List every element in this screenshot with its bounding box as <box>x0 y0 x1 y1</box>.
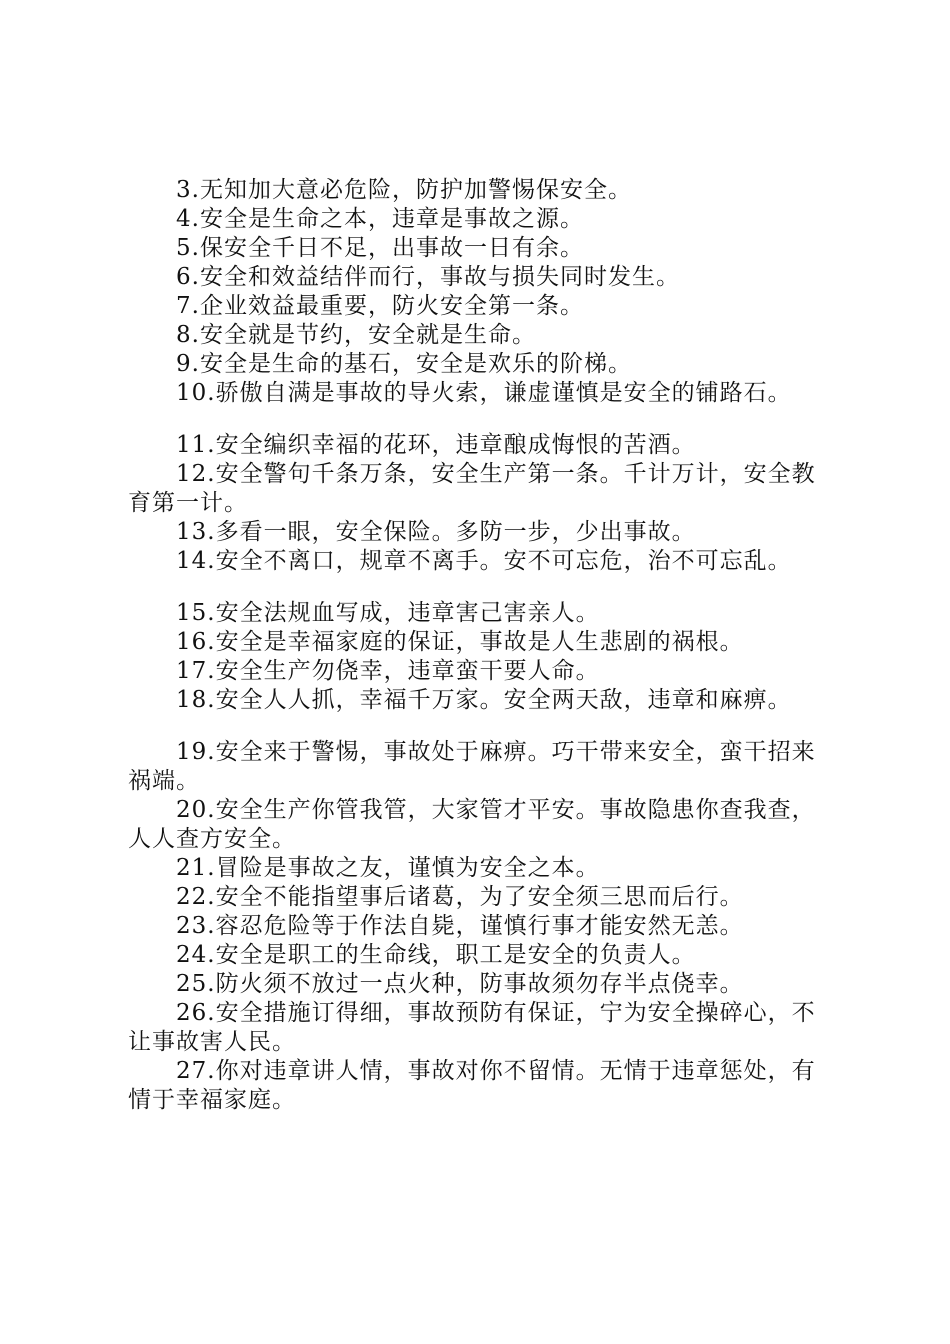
list-item: 23.容忍危险等于作法自毙，谨慎行事才能安然无恙。 <box>176 913 744 939</box>
list-item: 7.企业效益最重要，防火安全第一条。 <box>176 293 584 319</box>
paragraph-gap <box>128 576 833 599</box>
list-item: 18.安全人人抓，幸福千万家。安全两天敌，违章和麻痹。 <box>176 687 792 713</box>
list-item: 20.安全生产你管我管，大家管才平安。事故隐患你查我查，人人查方安全。 <box>128 797 816 852</box>
paragraph-gap <box>128 408 833 431</box>
list-item: 26.安全措施订得细，事故预防有保证，宁为安全操碎心，不让事故害人民。 <box>128 1000 816 1055</box>
list-item: 22.安全不能指望事后诸葛，为了安全须三思而后行。 <box>176 884 744 910</box>
paragraph-gap <box>128 715 833 738</box>
list-item: 5.保安全千日不足，出事故一日有余。 <box>176 235 584 261</box>
list-item: 6.安全和效益结伴而行，事故与损失同时发生。 <box>176 264 680 290</box>
document-body <box>128 176 833 1115</box>
list-item: 9.安全是生命的基石，安全是欢乐的阶梯。 <box>176 351 632 377</box>
list-item: 11.安全编织幸福的花环，违章酿成悔恨的苦酒。 <box>176 432 696 458</box>
list-item: 8.安全就是节约，安全就是生命。 <box>176 322 536 348</box>
list-item: 17.安全生产勿侥幸，违章蛮干要人命。 <box>176 658 600 684</box>
list-item: 27.你对违章讲人情，事故对你不留情。无情于违章惩处，有情于幸福家庭。 <box>128 1058 816 1113</box>
list-item: 10.骄傲自满是事故的导火索，谦虚谨慎是安全的铺路石。 <box>176 380 792 406</box>
list-item: 14.安全不离口，规章不离手。安不可忘危，治不可忘乱。 <box>176 548 792 574</box>
list-item: 3.无知加大意必危险，防护加警惕保安全。 <box>176 177 632 203</box>
list-item: 24.安全是职工的生命线，职工是安全的负责人。 <box>176 942 696 968</box>
list-item: 12.安全警句千条万条，安全生产第一条。千计万计，安全教育第一计。 <box>128 461 816 516</box>
list-item: 19.安全来于警惕，事故处于麻痹。巧干带来安全，蛮干招来祸端。 <box>128 739 816 794</box>
list-item: 16.安全是幸福家庭的保证，事故是人生悲剧的祸根。 <box>176 629 744 655</box>
list-item: 15.安全法规血写成，违章害己害亲人。 <box>176 600 600 626</box>
list-item: 21.冒险是事故之友，谨慎为安全之本。 <box>176 855 600 881</box>
list-item: 4.安全是生命之本，违章是事故之源。 <box>176 206 584 232</box>
list-item: 25.防火须不放过一点火种，防事故须勿存半点侥幸。 <box>176 971 744 997</box>
list-item: 13.多看一眼，安全保险。多防一步，少出事故。 <box>176 519 696 545</box>
